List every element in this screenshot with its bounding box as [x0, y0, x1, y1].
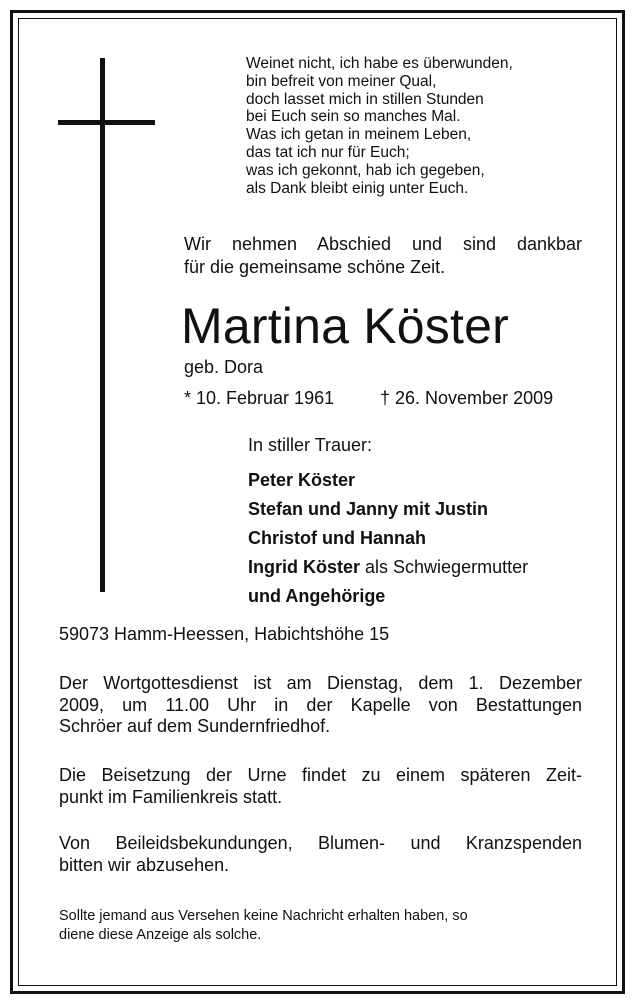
farewell-text — [184, 233, 582, 279]
condolences-paragraph — [59, 833, 582, 876]
cross-horizontal-bar — [58, 120, 155, 125]
burial-line: Die Beisetzung der Urne findet zu einem späteren Zeit- — [59, 765, 582, 785]
mourner-relation: als Schwiegermutter — [360, 557, 529, 577]
mourner-name: Christof und Hannah — [248, 528, 426, 548]
mourners-list — [248, 466, 528, 611]
condolences-line: Von Beileidsbekundungen, Blumen- und Kranzspenden — [59, 833, 582, 853]
mourner-item — [248, 466, 528, 495]
mourner-item — [248, 524, 528, 553]
mourner-item — [248, 495, 528, 524]
poem-line: was ich gekonnt, hab ich gegeben, — [246, 161, 485, 179]
poem-line: Was ich getan in meinem Leben, — [246, 126, 472, 144]
footnote-line: diene diese Anzeige als solche. — [59, 927, 262, 943]
birth-date: * 10. Februar 1961 — [184, 388, 335, 408]
service-line: 2009, um 11.00 Uhr in der Kapelle von Bestattungen — [59, 694, 582, 715]
mourning-heading: In stiller Trauer: — [248, 435, 373, 455]
footnote-line: Sollte jemand aus Versehen keine Nachricht erhalten haben, so — [59, 908, 468, 924]
burial-paragraph — [59, 765, 582, 808]
poem — [246, 55, 586, 197]
death-date: † 26. November 2009 — [380, 388, 554, 408]
mourner-item — [248, 553, 528, 582]
cross-vertical-bar — [100, 58, 105, 592]
deceased-name: Martina Köster — [181, 298, 509, 354]
farewell-line: für die gemeinsame schöne Zeit. — [184, 257, 446, 277]
mourner-name: Stefan und Janny mit Justin — [248, 499, 489, 519]
poem-line: bin befreit von meiner Qual, — [246, 72, 437, 90]
mourner-name: und Angehörige — [248, 586, 386, 606]
farewell-line: Wir nehmen Abschied und sind dankbar — [184, 234, 582, 254]
poem-line: das tat ich nur für Euch; — [246, 143, 410, 161]
poem-line: Weinet nicht, ich habe es überwunden, — [246, 55, 513, 72]
address: 59073 Hamm-Heessen, Habichtshöhe 15 — [59, 624, 390, 644]
mourner-name: Ingrid Köster — [248, 557, 361, 577]
mourner-item — [248, 582, 528, 611]
poem-line: doch lasset mich in stillen Stunden — [246, 90, 484, 108]
service-line: Der Wortgottesdienst ist am Dienstag, dem 1. Dezember — [59, 673, 582, 693]
burial-line: punkt im Familienkreis statt. — [59, 786, 283, 807]
mourner-name: Peter Köster — [248, 470, 356, 490]
maiden-name: geb. Dora — [184, 357, 264, 377]
service-paragraph — [59, 673, 582, 738]
condolences-line: bitten wir abzusehen. — [59, 854, 230, 875]
poem-line: bei Euch sein so manches Mal. — [246, 108, 461, 126]
service-line: Schröer auf dem Sundernfriedhof. — [59, 716, 331, 736]
poem-line: als Dank bleibt einig unter Euch. — [246, 179, 469, 197]
footnote — [59, 907, 582, 945]
